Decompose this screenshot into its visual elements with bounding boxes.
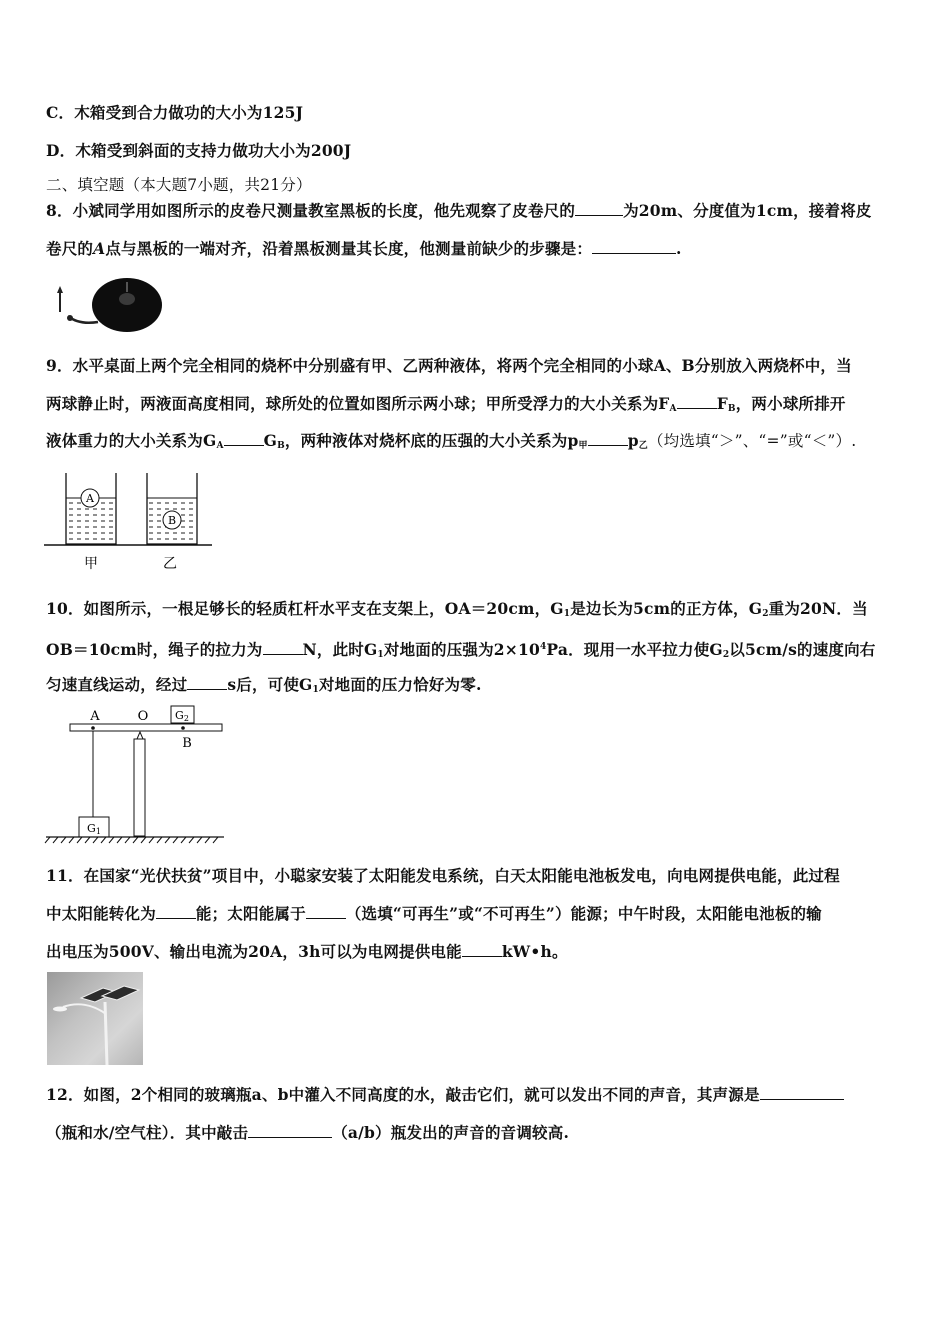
q10-text: 以5cm/s的速度向右 <box>729 640 876 659</box>
block-g1-label: G1 <box>87 822 101 836</box>
answer-blank[interactable] <box>306 904 346 919</box>
q12-text: 12．如图，2个相同的玻璃瓶a、b中灌入不同高度的水，敲击它们，就可以发出不同的声音，其声源是 <box>46 1085 760 1104</box>
q8-text: . <box>676 239 682 258</box>
q9-text: （均选填“＞”、“=”或“＜”）. <box>647 432 857 450</box>
q9-text: ，两小球所排开 <box>735 394 846 413</box>
subscript: B <box>277 441 285 451</box>
section-heading: 二、填空题（本大题7小题，共21分） <box>46 176 312 194</box>
q9-text: ，两种液体对烧杯底的压强的大小关系为p <box>284 431 579 450</box>
q11-text: 中太阳能转化为 <box>46 904 156 923</box>
point-b <box>181 726 185 730</box>
solar-lamp-photo <box>47 972 143 1065</box>
q10-text: 是边长为5cm的正方体，G <box>570 599 763 618</box>
q9-text: F <box>716 394 728 413</box>
tape-hook <box>67 315 73 321</box>
option-d: D．木箱受到斜面的支持力做功大小为200J <box>46 141 352 160</box>
ball-a-label: A <box>86 492 94 505</box>
label-b: B <box>182 736 192 751</box>
q10-line-1 <box>46 599 868 624</box>
q12-line-2 <box>46 1123 569 1143</box>
subscript: A <box>669 404 677 414</box>
beakers-figure <box>44 470 214 574</box>
q8-text: 卷尺的 <box>46 239 94 258</box>
q9-text: 液体重力的大小关系为G <box>46 431 217 450</box>
superscript: 4 <box>539 642 547 652</box>
q10-text: s后，可使G <box>227 675 313 694</box>
reel-hub <box>119 293 135 305</box>
label-yi: 乙 <box>163 556 177 572</box>
solar-panel-right <box>102 986 139 1000</box>
q11-line-3 <box>46 942 568 962</box>
subscript: A <box>216 441 224 451</box>
point-label: A <box>93 239 106 258</box>
q9-line-2 <box>46 394 846 419</box>
answer-blank[interactable] <box>224 431 264 446</box>
subscript: 2 <box>722 650 730 660</box>
subscript: B <box>727 404 736 414</box>
answer-blank[interactable] <box>156 904 196 919</box>
fulcrum-tip <box>137 732 143 739</box>
tape-measure-figure <box>50 276 168 336</box>
q8-text: 为20m、分度值为1cm，接着将皮 <box>623 201 872 220</box>
q10-text: N，此时G <box>302 640 378 659</box>
label-a: A <box>90 709 100 724</box>
lamp-pole <box>105 1002 107 1065</box>
subscript: 2 <box>762 609 769 619</box>
q11-text: （选填“可再生”或“不可再生”）能源；中午时段，太阳能电池板的输 <box>345 904 822 923</box>
q10-line-2 <box>46 637 876 665</box>
answer-blank[interactable] <box>592 239 676 254</box>
label-jia: 甲 <box>84 556 98 572</box>
answer-blank[interactable] <box>575 201 623 216</box>
block-g2-label: G2 <box>175 709 189 723</box>
ball-b-label: B <box>167 514 177 527</box>
subscript: 1 <box>563 609 571 619</box>
q10-text: OB＝10cm时，绳子的拉力为 <box>46 640 263 659</box>
q9-text: 两球静止时，两液面高度相同，球所处的位置如图所示两小球；甲所受浮力的大小关系为F <box>46 394 670 413</box>
answer-blank[interactable] <box>588 431 628 446</box>
answer-blank[interactable] <box>462 942 502 957</box>
lever-figure <box>44 703 228 845</box>
q10-text: Pa．现用一水平拉力使G <box>546 640 723 659</box>
arrow-up-icon <box>57 286 63 293</box>
q9-line-3 <box>46 431 856 456</box>
q8-text: 点与黑板的一端对齐，沿着黑板测量其长度，他测量前缺少的步骤是： <box>105 239 593 258</box>
answer-blank[interactable] <box>263 640 303 655</box>
support-post <box>134 739 145 836</box>
q8-line-2 <box>46 239 682 259</box>
subscript: 乙 <box>638 441 648 451</box>
q8-text: 8．小斌同学用如图所示的皮卷尺测量教室黑板的长度，他先观察了皮卷尺的 <box>46 201 576 220</box>
q10-line-3 <box>46 675 482 700</box>
q10-text: 匀速直线运动，经过 <box>46 675 188 694</box>
q9-line-1: 9．水平桌面上两个完全相同的烧杯中分别盛有甲、乙两种液体，将两个完全相同的小球A、B分别放入两烧杯中，当 <box>46 356 852 375</box>
option-c: C．木箱受到合力做功的大小为125J <box>46 103 304 122</box>
q11-line-2 <box>46 904 822 924</box>
answer-blank[interactable] <box>248 1123 332 1138</box>
q11-text: 出电压为500V、输出电流为20A，3h可以为电网提供电能 <box>46 942 462 961</box>
reel-handle <box>126 282 128 292</box>
q11-text: kW•h。 <box>501 942 568 961</box>
subscript: 1 <box>377 650 384 660</box>
answer-blank[interactable] <box>187 675 227 690</box>
q10-text: 重为20N．当 <box>768 599 868 618</box>
q12-text: （a/b）瓶发出的声音的音调较高. <box>332 1123 570 1142</box>
q12-text: （瓶和水/空气柱）．其中敲击 <box>46 1123 249 1142</box>
subscript: 甲 <box>578 441 588 451</box>
q10-text: 对地面的压强为2×10 <box>383 640 540 659</box>
q10-text: 对地面的压力恰好为零. <box>318 675 482 694</box>
point-a <box>91 726 95 730</box>
lamp-arm <box>63 1004 106 1014</box>
q10-text: 10．如图所示，一根足够长的轻质杠杆水平支在支架上，OA＝20cm，G <box>46 599 564 618</box>
q12-line-1 <box>46 1085 844 1105</box>
solar-lamp-illustration <box>47 972 143 1065</box>
answer-blank[interactable] <box>677 394 717 409</box>
lamp-head <box>53 1007 67 1012</box>
q9-text: p <box>627 431 639 450</box>
ground-hatching <box>45 837 218 843</box>
q9-text: G <box>263 431 278 450</box>
q8-line-1 <box>46 201 872 221</box>
subscript: 1 <box>312 685 319 695</box>
q11-text: 能；太阳能属于 <box>195 904 306 923</box>
answer-blank[interactable] <box>760 1085 844 1100</box>
label-o: O <box>137 709 149 724</box>
q11-line-1: 11．在国家“光伏扶贫”项目中，小聪家安装了太阳能发电系统，白天太阳能电池板发电，向电网提供电能，此过程 <box>46 866 840 885</box>
